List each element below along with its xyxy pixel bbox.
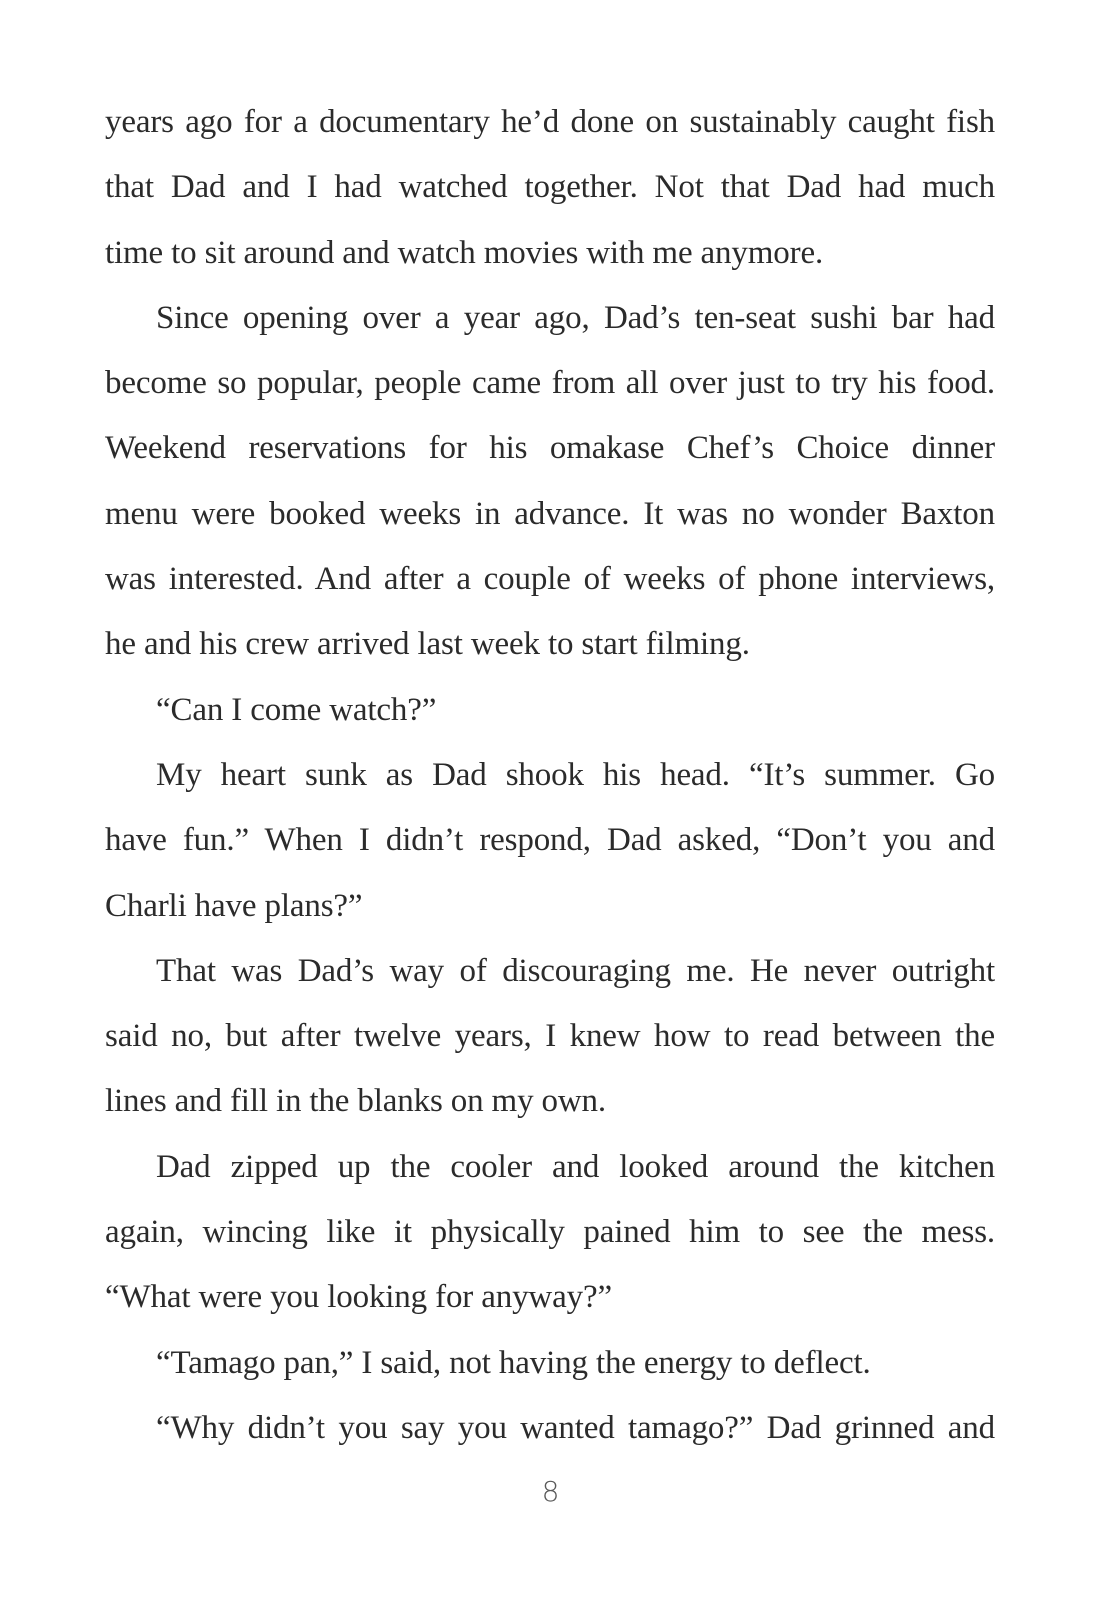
text-line: he and his crew arrived last week to start filming.: [105, 626, 750, 663]
text-line: “Can I come watch?”: [156, 691, 437, 728]
text-line: was interested. And after a couple of weeks of phone interviews,: [105, 561, 995, 598]
text-line: said no, but after twelve years, I knew how to read between the: [105, 1018, 995, 1055]
text-line: again, wincing like it physically pained him to see the mess.: [105, 1214, 995, 1251]
text-line: Weekend reservations for his omakase Chef’s Choice dinner: [105, 430, 995, 467]
text-line: lines and fill in the blanks on my own.: [105, 1083, 607, 1120]
text-line: menu were booked weeks in advance. It was no wonder Baxton: [105, 495, 995, 532]
text-line: “Why didn’t you say you wanted tamago?” Dad grinned and: [156, 1409, 995, 1446]
text-line: become so popular, people came from all over just to try his food.: [105, 365, 995, 402]
text-line: Charli have plans?”: [105, 887, 363, 924]
page-number: 8: [541, 1475, 560, 1508]
text-line: Dad zipped up the cooler and looked around the kitchen: [156, 1148, 995, 1185]
text-line: “Tamago pan,” I said, not having the energy to deflect.: [156, 1344, 871, 1381]
text-line: Since opening over a year ago, Dad’s ten-seat sushi bar had: [156, 299, 995, 336]
body-text: [105, 90, 995, 1461]
text-line: “What were you looking for anyway?”: [105, 1279, 612, 1316]
text-line: have fun.” When I didn’t respond, Dad asked, “Don’t you and: [105, 822, 995, 859]
text-line: years ago for a documentary he’d done on sustainably caught fish: [105, 104, 995, 140]
text-line: My heart sunk as Dad shook his head. “It’s summer. Go: [156, 756, 995, 793]
text-line: That was Dad’s way of discouraging me. He never outright: [156, 952, 995, 989]
text-line: time to sit around and watch movies with me anymore.: [105, 234, 824, 271]
text-line: that Dad and I had watched together. Not that Dad had much: [105, 169, 995, 206]
